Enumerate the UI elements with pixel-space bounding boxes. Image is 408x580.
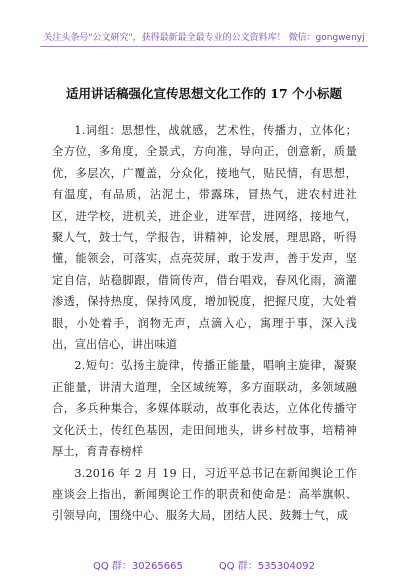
document-body	[52, 120, 357, 527]
footer-qq-group-1: QQ 群：30265665	[92, 561, 183, 572]
document-title: 适用讲话稿强化宣传思想文化工作的 17 个小标题	[65, 86, 343, 101]
paragraph-short-sentences: 2.短句：弘扬主旋律，传播正能量，唱响主旋律，凝聚正能量，讲清大道理，全区域统筹，多方面联动，多领域融合，多兵种集合，多媒体联动，故事化表达，立体化传播守文化沃土，传红色基因，走田间地头，讲乡村故事，培精神厚土，育青春榜样	[52, 359, 357, 459]
footer-qq-group-2: QQ 群：535304092	[218, 561, 315, 572]
paragraph-phrases: 1.词组：思想性，战就感，艺术性，传播力，立体化；全方位，多角度，全景式，方向准，导向正，创意新，质量优，多层次，广覆盖，分众化，接地气，贴民情，有思想，有温度，有品质，沾泥土，带露珠，冒热气，进农村进社区，进学校，进机关，进企业，进军营，进网络，接地气，聚人气，鼓士气，学报告，讲精神，论发展，理思路，听得懂，能领会，可落实，点亮荧屏，敢于发声，善于发声，坚定自信，站稳脚跟，借筒传声，借台唱戏，春风化雨，滴灌渗透，保持热度，保持风度，增加锐度，把握尺度，大处着眼，小处着手，润物无声，点滴入心，寓理于事，深入浅出，宣出信心，讲出味道	[52, 124, 357, 352]
footer-contact	[0, 557, 408, 572]
header-divider	[40, 46, 368, 47]
paragraph-speech-quote: 3.2016 年 2 月 19 日，习近平总书记在新闻舆论工作座谈会上指出，新闻舆论工作的职责和使命是：高举旗帜、引领导向，围绕中心、服务大局，团结人民、鼓舞士气，成	[52, 466, 357, 523]
header-banner: 关注头条号"公文研究"，获得最新最全最专业的公文资料库！ 微信：gongwenyj	[43, 33, 365, 43]
